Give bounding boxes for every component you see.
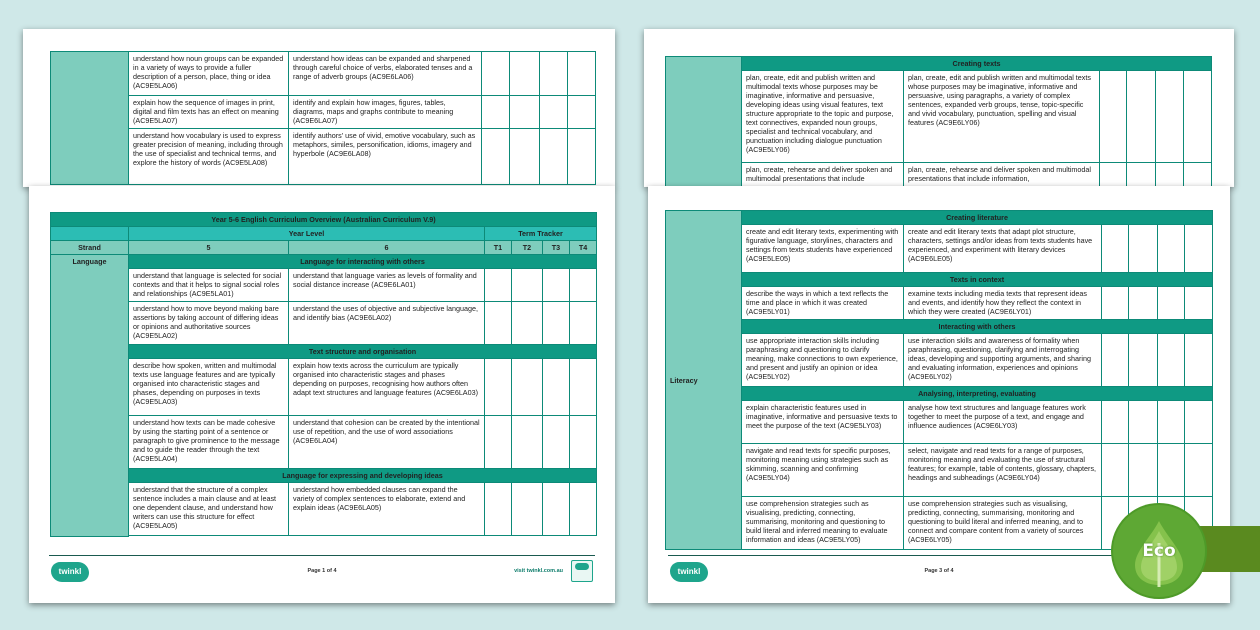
section-heading: Texts in context — [742, 273, 1213, 287]
year5-header: 5 — [129, 241, 289, 255]
term-t3-checkbox[interactable] — [1158, 334, 1185, 387]
term-t3-checkbox[interactable] — [543, 302, 570, 345]
year6-cell: use comprehension strategies such as visualising, predicting, connecting, summarising, monitoring and questioning to build literal and inferred meaning, and to connect and compare content from a variety of sources (AC9E6LY05) — [904, 497, 1102, 550]
term-t1-checkbox[interactable] — [482, 52, 510, 96]
twinkl-logo: twinkl — [670, 562, 708, 582]
term-t1-checkbox[interactable] — [1102, 287, 1129, 320]
term-t4-checkbox[interactable] — [570, 483, 597, 536]
eco-label: Eco — [1142, 541, 1176, 561]
term-t2-checkbox[interactable] — [512, 483, 543, 536]
term-t1-checkbox[interactable] — [1100, 71, 1127, 163]
year6-cell: create and edit literary texts that adapt plot structure, characters, settings and/or ideas from texts students have experienced, and experiment with literary devices (AC9E6LE05) — [904, 225, 1102, 273]
term-t1-checkbox[interactable] — [482, 129, 510, 185]
term-t3-checkbox[interactable] — [1158, 444, 1185, 497]
year6-cell: understand that cohesion can be created by the intentional use of repetition, and the use of word associations (AC9E6LA04) — [289, 416, 485, 469]
term-t4-checkbox[interactable] — [1185, 444, 1213, 497]
section-header-row — [666, 57, 1212, 71]
eco-badge — [1113, 505, 1205, 597]
table-row — [666, 163, 1212, 188]
year5-cell: understand that language is selected for social contexts and that it helps to signal social roles and relationships (AC9E5LA01) — [129, 269, 289, 302]
term-t3-checkbox[interactable] — [543, 269, 570, 302]
term-t1-checkbox[interactable] — [1102, 444, 1129, 497]
term-t2-checkbox[interactable] — [512, 359, 543, 416]
t4-header: T4 — [570, 241, 597, 255]
title-row — [51, 213, 597, 227]
term-t2-checkbox[interactable] — [1127, 71, 1156, 163]
year6-cell: examine texts including media texts that represent ideas and events, and identify how they reflect the context in which they were created (AC9E6LY01) — [904, 287, 1102, 320]
term-t2-checkbox[interactable] — [1129, 287, 1158, 320]
strand-header: Strand — [51, 241, 129, 255]
term-t4-checkbox[interactable] — [570, 269, 597, 302]
table-row — [51, 96, 596, 129]
year5-cell: plan, create, edit and publish written and multimodal texts whose purposes may be imaginative, informative and persuasive, developing ideas using visual features, text structure appropriate to the topic and purpose, text connectives, expanded noun groups, specialist and technical vocabulary, and punctuation including dialogue punctuation (AC9E5LY06) — [742, 71, 904, 163]
year5-cell: understand how noun groups can be expanded in a variety of ways to provide a fuller description of a person, place, thing or idea (AC9E5LA06) — [129, 52, 289, 96]
section-heading: Creating literature — [742, 211, 1213, 225]
term-t2-checkbox[interactable] — [1129, 401, 1158, 444]
table-row — [666, 287, 1213, 320]
term-t2-checkbox[interactable] — [510, 129, 540, 185]
section-heading: Interacting with others — [742, 320, 1213, 334]
year6-cell: understand how embedded clauses can expand the variety of complex sentences to elaborate, extend and explain ideas (AC9E6LA05) — [289, 483, 485, 536]
term-t1-checkbox[interactable] — [485, 269, 512, 302]
table-row — [51, 483, 597, 536]
term-t4-checkbox[interactable] — [568, 52, 596, 96]
t1-header: T1 — [485, 241, 512, 255]
blank-header — [51, 227, 129, 241]
term-tracker-header: Term Tracker — [485, 227, 597, 241]
term-t1-checkbox[interactable] — [1102, 334, 1129, 387]
year6-cell: select, navigate and read texts for a range of purposes, monitoring meaning and evaluating the use of structural features; for example, table of contents, glossary, chapters, headings and subheadings (AC9E6LY04) — [904, 444, 1102, 497]
table-row — [666, 444, 1213, 497]
year-level-row — [51, 227, 597, 241]
term-t4-checkbox[interactable] — [1184, 71, 1212, 163]
year6-cell: analyse how text structures and language features work together to meet the purpose of a text, and engage and influence audiences (AC9E6LY03) — [904, 401, 1102, 444]
table-row — [666, 71, 1212, 163]
year5-cell: understand that the structure of a complex sentence includes a main clause and at least one dependent clause, and understand how writers can use this structure for effect (AC9E5LA05) — [129, 483, 289, 536]
website-link[interactable]: visit twinkl.com.au — [514, 568, 563, 574]
term-t1-checkbox[interactable] — [1100, 163, 1127, 188]
table-row — [666, 401, 1213, 444]
term-t1-checkbox[interactable] — [485, 483, 512, 536]
year6-cell: plan, create, edit and publish written and multimodal texts whose purposes may be imaginative, informative and persuasive, using paragraphs, a variety of complex sentences, expanded verb groups, tense, topic-specific and vivid vocabulary, punctuation, spelling and visual features (AC9E6LY06) — [904, 71, 1100, 163]
term-t1-checkbox[interactable] — [485, 302, 512, 345]
page-footer — [49, 555, 595, 585]
table-row — [51, 269, 597, 302]
term-t4-checkbox[interactable] — [1185, 287, 1213, 320]
year5-cell: explain how the sequence of images in print, digital and film texts has an effect on meaning (AC9E5LA07) — [129, 96, 289, 129]
strand-literacy: Literacy — [666, 211, 742, 550]
term-t4-checkbox[interactable] — [1185, 334, 1213, 387]
column-header-row — [51, 241, 597, 255]
section-header-row — [51, 345, 597, 359]
year6-cell: understand how ideas can be expanded and sharpened through careful choice of verbs, elaborated tenses and a range of adverb groups (AC9E6LA06) — [289, 52, 482, 96]
term-t2-checkbox[interactable] — [512, 416, 543, 469]
term-t1-checkbox[interactable] — [1102, 401, 1129, 444]
term-t3-checkbox[interactable] — [543, 416, 570, 469]
year5-cell: understand how to move beyond making bare assertions by taking account of differing ideas or opinions and authoritative sources (AC9E5LA02) — [129, 302, 289, 345]
year5-cell: explain characteristic features used in imaginative, informative and persuasive texts to meet the purpose of the text (AC9E5LY03) — [742, 401, 904, 444]
table-row — [51, 416, 597, 469]
term-t4-checkbox[interactable] — [1185, 401, 1213, 444]
page-number: Page 3 of 4 — [924, 568, 954, 574]
term-t2-checkbox[interactable] — [1129, 225, 1158, 273]
curriculum-table-continued — [50, 51, 596, 185]
term-t3-checkbox[interactable] — [543, 483, 570, 536]
term-t4-checkbox[interactable] — [570, 302, 597, 345]
section-heading: Analysing, interpreting, evaluating — [742, 387, 1213, 401]
section-heading: Language for interacting with others — [129, 255, 597, 269]
year6-cell: plan, create, rehearse and deliver spoken and multimodal presentations that include information, — [904, 163, 1100, 188]
strand-cell — [51, 52, 129, 185]
term-t1-checkbox[interactable] — [485, 359, 512, 416]
term-t2-checkbox[interactable] — [1129, 334, 1158, 387]
term-t3-checkbox[interactable] — [543, 359, 570, 416]
term-t3-checkbox[interactable] — [1158, 287, 1185, 320]
term-t3-checkbox[interactable] — [1158, 401, 1185, 444]
term-t3-checkbox[interactable] — [540, 96, 568, 129]
term-t4-checkbox[interactable] — [1184, 163, 1212, 188]
section-header-row — [51, 469, 597, 483]
term-t4-checkbox[interactable] — [568, 96, 596, 129]
term-t4-checkbox[interactable] — [1185, 225, 1213, 273]
term-t2-checkbox[interactable] — [1129, 444, 1158, 497]
section-heading: Language for expressing and developing ideas — [129, 469, 597, 483]
section-header-row — [666, 387, 1213, 401]
strand-language: Language — [51, 255, 129, 537]
term-t1-checkbox[interactable] — [485, 416, 512, 469]
section-header-row — [666, 320, 1213, 334]
term-t2-checkbox[interactable] — [512, 269, 543, 302]
curriculum-table-continued — [665, 56, 1212, 187]
year6-cell: explain how texts across the curriculum are typically organised into characteristic stages and phases depending on purposes, recognising how authors often adapt text structures and language features (AC9E6LA03) — [289, 359, 485, 416]
section-header-row — [666, 211, 1213, 225]
year6-cell: identify authors' use of vivid, emotive vocabulary, such as metaphors, similes, personification, idioms, imagery and hyperbole (AC9E6LA08) — [289, 129, 482, 185]
section-heading: Creating texts — [742, 57, 1212, 71]
year5-cell: use appropriate interaction skills including paraphrasing and questioning to clarify meaning, make connections to own experience, and present and justify an opinion or idea (AC9E5LY02) — [742, 334, 904, 387]
table-row — [51, 302, 597, 345]
year6-cell: understand the uses of objective and subjective language, and identify bias (AC9E6LA02) — [289, 302, 485, 345]
term-t3-checkbox[interactable] — [1156, 163, 1184, 188]
year5-cell: use comprehension strategies such as visualising, predicting, connecting, summarising, monitoring and questioning to build literal and inferred meaning to evaluate information and ideas (AC9E5LY05) — [742, 497, 904, 550]
table-row — [51, 52, 596, 96]
term-t3-checkbox[interactable] — [1158, 225, 1185, 273]
term-t4-checkbox[interactable] — [570, 359, 597, 416]
term-t3-checkbox[interactable] — [1156, 71, 1184, 163]
section-header-row — [51, 255, 597, 269]
table-row — [666, 225, 1213, 273]
t2-header: T2 — [512, 241, 543, 255]
year6-cell: understand that language varies as levels of formality and social distance increase (AC9E6LA01) — [289, 269, 485, 302]
page-1-back-sheet — [23, 29, 615, 187]
page-2-back-sheet — [644, 29, 1234, 187]
table-row — [666, 334, 1213, 387]
year5-cell: create and edit literary texts, experimenting with figurative language, storylines, characters and settings from texts students have experienced (AC9E5LE05) — [742, 225, 904, 273]
twinkl-logo: twinkl — [51, 562, 89, 582]
strand-cell — [666, 57, 742, 188]
curriculum-overview-table — [665, 210, 1213, 550]
term-t2-checkbox[interactable] — [510, 96, 540, 129]
term-t2-checkbox[interactable] — [512, 302, 543, 345]
year5-cell: describe how spoken, written and multimodal texts use language features and are typically organised into characteristic stages and phases, depending on purposes in texts (AC9E5LA03) — [129, 359, 289, 416]
term-t4-checkbox[interactable] — [568, 129, 596, 185]
year-level-header: Year Level — [129, 227, 485, 241]
table-title: Year 5-6 English Curriculum Overview (Australian Curriculum V.9) — [51, 213, 597, 227]
year5-cell: understand how vocabulary is used to express greater precision of meaning, including through the use of specialist and technical terms, and explore the history of words (AC9E5LA08) — [129, 129, 289, 185]
year5-cell: understand how texts can be made cohesive by using the starting point of a sentence or paragraph to give prominence to the message and to guide the reader through the text (AC9E5LA04) — [129, 416, 289, 469]
term-t3-checkbox[interactable] — [540, 52, 568, 96]
table-row — [51, 129, 596, 185]
year6-cell: use interaction skills and awareness of formality when paraphrasing, questioning, clarifying and interrogating ideas, developing and supporting arguments, and sharing and evaluating information, experiences and opinions (AC9E6LY02) — [904, 334, 1102, 387]
term-t2-checkbox[interactable] — [510, 52, 540, 96]
section-header-row — [666, 273, 1213, 287]
year5-cell: plan, create, rehearse and deliver spoken and multimodal presentations that include — [742, 163, 904, 188]
page-number: Page 1 of 4 — [307, 568, 337, 574]
term-t1-checkbox[interactable] — [1102, 225, 1129, 273]
curriculum-overview-table — [50, 212, 597, 537]
table-row — [51, 359, 597, 416]
year5-cell: navigate and read texts for specific purposes, monitoring meaning using strategies such as skimming, scanning and confirming (AC9E5LY04) — [742, 444, 904, 497]
term-t4-checkbox[interactable] — [570, 416, 597, 469]
page-1-sheet — [29, 186, 615, 603]
term-t1-checkbox[interactable] — [482, 96, 510, 129]
year6-header: 6 — [289, 241, 485, 255]
section-heading: Text structure and organisation — [129, 345, 597, 359]
term-t2-checkbox[interactable] — [1127, 163, 1156, 188]
quality-badge-icon — [571, 560, 593, 582]
year6-cell: identify and explain how images, figures, tables, diagrams, maps and graphs contribute to meaning (AC9E6LA07) — [289, 96, 482, 129]
year5-cell: describe the ways in which a text reflects the time and place in which it was created (AC9E5LY01) — [742, 287, 904, 320]
term-t3-checkbox[interactable] — [540, 129, 568, 185]
t3-header: T3 — [543, 241, 570, 255]
